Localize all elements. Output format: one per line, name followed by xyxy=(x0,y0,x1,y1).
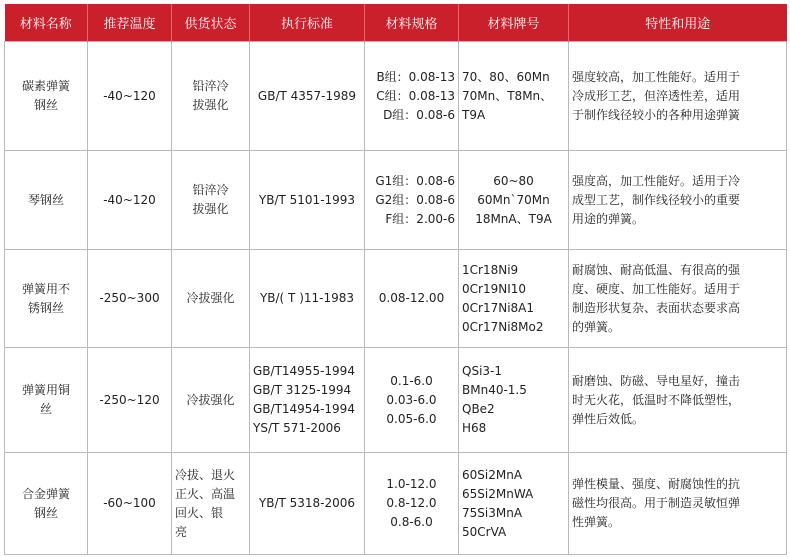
grade-cell xyxy=(459,250,569,348)
supply-cell xyxy=(172,42,250,151)
grade-cell xyxy=(459,453,569,555)
grade-line: 1Cr18Ni9 xyxy=(462,262,519,277)
spec-cell xyxy=(365,42,459,151)
table-row xyxy=(5,151,787,250)
spec-line: G2组：0.08-6 xyxy=(375,192,455,207)
grade-line: 0Cr19NI10 xyxy=(462,281,527,296)
usage-line: 弹性后效低。 xyxy=(572,411,645,426)
header-grade: 材料牌号 xyxy=(459,4,569,42)
temp-cell: -40~120 xyxy=(88,42,172,151)
header-supply-state: 供货状态 xyxy=(172,4,250,42)
temp-cell: -250~120 xyxy=(88,348,172,453)
usage-line: 的弹簧。 xyxy=(572,319,621,334)
usage-line: 用途的弹簧。 xyxy=(572,211,645,226)
grade-line: 70、80、60Mn xyxy=(462,69,550,84)
supply-line: 正火、高温 xyxy=(175,486,236,501)
usage-line: 强度高，加工性能好。适用于冷 xyxy=(572,173,741,188)
grade-line: H68 xyxy=(462,421,487,435)
spec-cell xyxy=(365,453,459,555)
grade-line: 60Mn`70Mn xyxy=(477,192,550,207)
supply-line: 冷拔强化 xyxy=(186,392,235,407)
usage-line: 弹性模量、强度、耐腐蚀性的抗 xyxy=(572,477,741,491)
header-spec: 材料规格 xyxy=(365,4,459,42)
supply-cell xyxy=(172,250,250,348)
usage-line: 于制作线径较小的各种用途弹簧 xyxy=(572,107,741,122)
usage-cell xyxy=(569,42,787,151)
standard-line: GB/T 4357-1989 xyxy=(257,88,357,103)
spec-line: 0.8-12.0 xyxy=(386,496,437,510)
header-material-name: 材料名称 xyxy=(5,4,88,42)
temp-cell: -60~100 xyxy=(88,453,172,555)
grade-line: 0Cr17Ni8A1 xyxy=(462,300,535,315)
spec-line: G1组：0.08-6 xyxy=(375,173,455,188)
usage-line: 耐腐蚀、耐高低温、有很高的强 xyxy=(572,262,741,277)
standard-cell xyxy=(250,42,365,151)
grade-line: 75Si3MnA xyxy=(462,505,523,520)
standard-line: YB/T 5318-2006 xyxy=(258,496,356,510)
spec-line: 0.1-6.0 xyxy=(390,373,433,388)
usage-line: 时无火花，低温时不降低塑性， xyxy=(572,392,741,407)
grade-line: 60~80 xyxy=(493,173,534,188)
material-name-line: 琴钢丝 xyxy=(27,192,64,207)
standard-line: GB/T14954-1994 xyxy=(253,402,355,416)
supply-line: 铅淬冷 xyxy=(192,183,229,197)
material-name-line: 弹簧用铜 xyxy=(21,383,70,397)
spec-line: 0.8-6.0 xyxy=(390,515,433,529)
standard-cell xyxy=(250,151,365,250)
supply-cell xyxy=(172,453,250,555)
grade-line: 0Cr17Ni8Mo2 xyxy=(462,319,544,334)
standard-cell xyxy=(250,250,365,348)
grade-line: 60Si2MnA xyxy=(462,467,523,482)
material-name-line: 碳素弹簧 xyxy=(21,79,70,93)
material-name-cell xyxy=(5,453,88,555)
grade-line: 70Mn、T8Mn、 xyxy=(462,88,553,103)
header-row xyxy=(5,4,787,42)
supply-cell xyxy=(172,151,250,250)
usage-cell xyxy=(569,348,787,453)
spec-line: F组：2.00-6 xyxy=(385,211,455,226)
header-usage: 特性和用途 xyxy=(569,4,787,42)
spec-line: B组：0.08-13 xyxy=(376,69,455,84)
standard-cell xyxy=(250,348,365,453)
table-row xyxy=(5,453,787,555)
supply-line: 冷拔强化 xyxy=(186,291,235,305)
grade-cell xyxy=(459,348,569,453)
grade-line: BMn40-1.5 xyxy=(462,383,527,397)
standard-line: YS/T 571-2006 xyxy=(253,421,341,435)
header-recommended-temp: 推荐温度 xyxy=(88,4,172,42)
standard-line: YB/( T )11-1983 xyxy=(259,291,355,305)
supply-line: 铅淬冷 xyxy=(192,79,229,93)
material-name-line: 丝 xyxy=(39,402,52,416)
usage-cell xyxy=(569,250,787,348)
temp-cell: -250~300 xyxy=(88,250,172,348)
grade-line: QSi3-1 xyxy=(462,364,502,378)
standard-line: GB/T 3125-1994 xyxy=(253,383,352,397)
grade-line: QBe2 xyxy=(462,402,495,416)
standard-cell xyxy=(250,453,365,555)
supply-line: 拔强化 xyxy=(192,202,229,216)
spring-wire-spec-table xyxy=(4,4,787,555)
usage-line: 成型工艺，制作线径较小的重要 xyxy=(572,192,741,207)
material-name-cell xyxy=(5,250,88,348)
usage-line: 度、硬度、加工性能好。适用于 xyxy=(572,281,741,296)
material-name-cell xyxy=(5,151,88,250)
spec-line: 0.03-6.0 xyxy=(386,392,437,407)
temp-cell: -40~120 xyxy=(88,151,172,250)
usage-line: 磁性均很高。用于制造灵敏恒弹 xyxy=(572,496,741,510)
material-name-line: 合金弹簧 xyxy=(21,486,70,501)
usage-line: 制造形状复杂、表面状态要求高 xyxy=(572,300,741,315)
spec-line: 1.0-12.0 xyxy=(386,477,437,491)
material-name-line: 锈钢丝 xyxy=(27,300,64,315)
spec-cell xyxy=(365,348,459,453)
grade-line: 18MnA、T9A xyxy=(475,211,552,226)
grade-cell xyxy=(459,42,569,151)
supply-line: 亮 xyxy=(175,524,188,539)
grade-line: 50CrVA xyxy=(462,524,507,539)
standard-line: GB/T14955-1994 xyxy=(253,364,355,378)
table-row xyxy=(5,250,787,348)
usage-cell xyxy=(569,151,787,250)
table-row xyxy=(5,42,787,151)
supply-line: 冷拔、退火 xyxy=(175,467,236,482)
table-row xyxy=(5,348,787,453)
spec-line: 0.05-6.0 xyxy=(386,411,437,426)
usage-line: 性弹簧。 xyxy=(572,515,621,529)
material-name-cell xyxy=(5,42,88,151)
supply-line: 回火、银 xyxy=(175,505,224,520)
spec-cell xyxy=(365,250,459,348)
supply-line: 拔强化 xyxy=(192,98,229,112)
spec-line: C组：0.08-13 xyxy=(376,88,455,103)
material-name-line: 钢丝 xyxy=(33,505,58,520)
supply-cell xyxy=(172,348,250,453)
usage-line: 冷成形工艺，但淬透性差，适用 xyxy=(572,88,741,103)
header-standard: 执行标准 xyxy=(250,4,365,42)
grade-line: T9A xyxy=(462,107,486,122)
grade-line: 65Si2MnWA xyxy=(462,486,534,501)
usage-cell xyxy=(569,453,787,555)
usage-line: 强度较高，加工性能好。适用于 xyxy=(572,69,741,84)
spec-line: D组：0.08-6 xyxy=(383,107,455,122)
grade-cell xyxy=(459,151,569,250)
spec-line: 0.08-12.00 xyxy=(378,291,445,305)
spec-cell xyxy=(365,151,459,250)
usage-line: 耐磨蚀、防磁、导电星好，撞击 xyxy=(572,373,741,388)
material-name-line: 弹簧用不 xyxy=(21,281,70,296)
material-name-cell xyxy=(5,348,88,453)
material-name-line: 钢丝 xyxy=(33,98,58,112)
standard-line: YB/T 5101-1993 xyxy=(258,192,356,207)
